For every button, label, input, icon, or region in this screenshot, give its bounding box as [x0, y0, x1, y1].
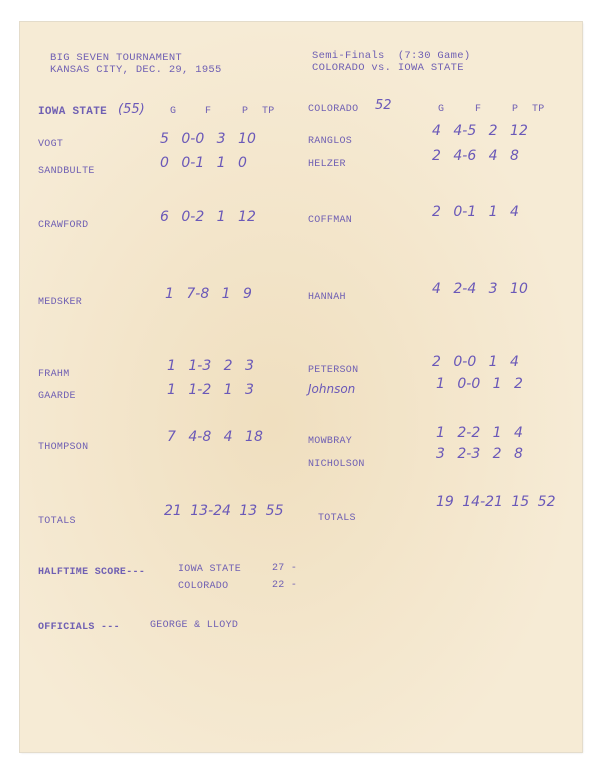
iowa-player-stats: 5 0-0 3 10 [160, 131, 256, 147]
colorado-col-tp: TP [532, 104, 545, 115]
iowa-player-stats: 1 7-8 1 9 [165, 286, 252, 302]
colorado-player-name: MOWBRAY [308, 436, 353, 447]
iowa-player-stats: 7 4-8 4 18 [167, 429, 263, 445]
iowa-col-g: G [170, 106, 177, 117]
halftime-team: COLORADO [178, 581, 229, 592]
iowa-player-stats: 0 0-1 1 0 [160, 155, 247, 171]
colorado-player-stats: 1 0-0 1 2 [436, 376, 523, 392]
colorado-col-g: G [438, 104, 445, 115]
colorado-player-name: HELZER [308, 159, 346, 170]
iowa-player-name: VOGT [38, 139, 64, 150]
colorado-player-stats: 4 4-5 2 12 [432, 123, 528, 139]
iowa-totals: 21 13-24 13 55 [164, 503, 284, 519]
iowa-player-stats: 1 1-2 1 3 [167, 382, 254, 398]
colorado-player-name: HANNAH [308, 292, 346, 303]
colorado-col-p: P [512, 104, 519, 115]
colorado-player-stats: 2 0-1 1 4 [432, 204, 519, 220]
halftime-score: 27 - [272, 563, 298, 574]
colorado-player-stats: 3 2-3 2 8 [436, 446, 523, 462]
iowa-player-name: GAARDE [38, 391, 76, 402]
tournament-title: BIG SEVEN TOURNAMENT [50, 52, 183, 64]
colorado-totals-label: TOTALS [318, 513, 356, 524]
colorado-player-stats: 4 2-4 3 10 [432, 281, 528, 297]
colorado-col-f: F [475, 104, 482, 115]
iowa-totals-label: TOTALS [38, 516, 76, 527]
colorado-player-stats: 1 2-2 1 4 [436, 425, 523, 441]
halftime-label: HALFTIME SCORE--- [38, 567, 146, 578]
colorado-player-name: Johnson [308, 382, 356, 396]
iowa-player-name: MEDSKER [38, 297, 83, 308]
iowa-player-name: SANDBULTE [38, 166, 95, 177]
colorado-player-name: RANGLOS [308, 136, 353, 147]
colorado-player-stats: 2 0-0 1 4 [432, 354, 519, 370]
halftime-score: 22 - [272, 580, 298, 591]
colorado-player-stats: 2 4-6 4 8 [432, 148, 519, 164]
colorado-team-label: COLORADO [308, 104, 359, 115]
iowa-player-stats: 6 0-2 1 12 [160, 209, 256, 225]
iowa-player-name: CRAWFORD [38, 220, 89, 231]
colorado-player-name: COFFMAN [308, 215, 353, 226]
iowa-player-name: FRAHM [38, 369, 70, 380]
colorado-totals: 19 14-21 15 52 [436, 494, 556, 510]
colorado-player-name: PETERSON [308, 365, 359, 376]
halftime-team: IOWA STATE [178, 564, 242, 575]
iowa-team-label: IOWA STATE [38, 106, 108, 118]
officials-label: OFFICIALS --- [38, 622, 120, 633]
iowa-col-f: F [205, 106, 212, 117]
colorado-player-name: NICHOLSON [308, 459, 365, 470]
iowa-player-stats: 1 1-3 2 3 [167, 358, 254, 374]
game-round: Semi-Finals (7:30 Game) [312, 50, 471, 62]
matchup: COLORADO vs. IOWA STATE [312, 62, 464, 74]
iowa-player-name: THOMPSON [38, 442, 89, 453]
colorado-team-score: 52 [375, 98, 392, 113]
iowa-col-tp: TP [262, 106, 275, 117]
officials-names: GEORGE & LLOYD [150, 620, 239, 631]
iowa-team-score: (55) [118, 102, 145, 117]
iowa-col-p: P [242, 106, 249, 117]
game-location-date: KANSAS CITY, DEC. 29, 1955 [50, 64, 222, 76]
